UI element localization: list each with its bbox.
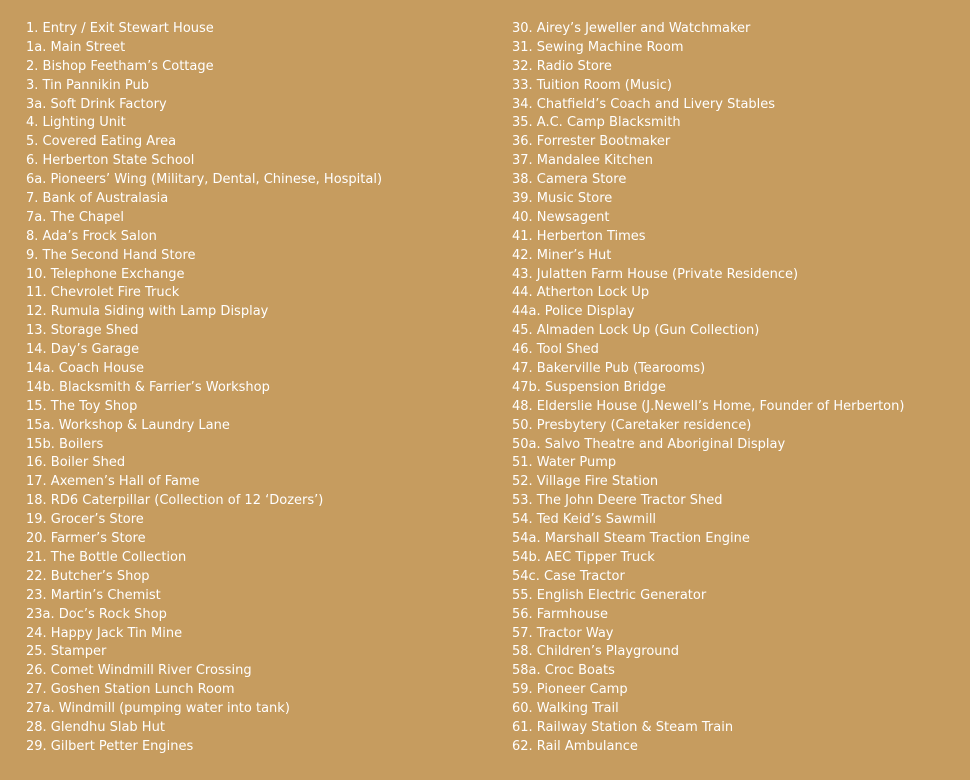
legend-item: 58. Children’s Playground — [512, 644, 680, 660]
legend-item: 23a. Doc’s Rock Shop — [26, 606, 167, 622]
legend-item: 23. Martin’s Chemist — [26, 587, 161, 603]
legend-item: 6. Herberton State School — [26, 153, 195, 169]
legend-item: 18. RD6 Caterpillar (Collection of 12 ‘Dozers’) — [26, 493, 324, 509]
legend-item: 16. Boiler Shed — [26, 455, 126, 471]
legend-item: 5. Covered Eating Area — [26, 134, 177, 150]
legend-item: 26. Comet Windmill River Crossing — [26, 663, 252, 679]
legend-item: 44. Atherton Lock Up — [512, 285, 650, 301]
legend-item: 15. The Toy Shop — [26, 398, 138, 414]
legend-item: 7. Bank of Australasia — [26, 191, 169, 207]
legend-item: 40. Newsagent — [512, 209, 610, 225]
legend-item: 9. The Second Hand Store — [26, 247, 196, 263]
legend-item: 57. Tractor Way — [512, 625, 614, 641]
legend-item: 1a. Main Street — [26, 39, 126, 55]
legend-item: 50. Presbytery (Caretaker residence) — [512, 417, 752, 433]
legend-item: 46. Tool Shed — [512, 342, 599, 358]
legend-item: 7a. The Chapel — [26, 209, 124, 225]
legend-item: 22. Butcher’s Shop — [26, 568, 150, 584]
legend-item: 52. Village Fire Station — [512, 474, 659, 490]
legend-item: 50a. Salvo Theatre and Aboriginal Display — [512, 436, 786, 452]
legend-item: 20. Farmer’s Store — [26, 531, 146, 547]
legend-item: 54. Ted Keid’s Sawmill — [512, 512, 657, 528]
legend-item: 14a. Coach House — [26, 361, 145, 377]
legend-item: 25. Stamper — [26, 644, 107, 660]
legend-item: 41. Herberton Times — [512, 228, 646, 244]
legend-item: 56. Farmhouse — [512, 606, 609, 622]
legend-item: 38. Camera Store — [512, 172, 627, 188]
legend-item: 36. Forrester Bootmaker — [512, 134, 671, 150]
legend-item: 32. Radio Store — [512, 58, 612, 74]
legend-item: 29. Gilbert Petter Engines — [26, 738, 194, 754]
legend-item: 42. Miner’s Hut — [512, 247, 612, 263]
legend-item: 28. Glendhu Slab Hut — [26, 719, 165, 735]
legend-item: 19. Grocer’s Store — [26, 512, 144, 528]
legend-item: 6a. Pioneers’ Wing (Military, Dental, Chinese, Hospital) — [26, 172, 383, 188]
legend-item: 8. Ada’s Frock Salon — [26, 228, 157, 244]
legend-item: 4. Lighting Unit — [26, 115, 126, 131]
legend-column-right — [512, 20, 904, 757]
legend-item: 54c. Case Tractor — [512, 568, 625, 584]
legend-item: 44a. Police Display — [512, 304, 635, 320]
legend-item: 27a. Windmill (pumping water into tank) — [26, 701, 290, 717]
legend-item: 45. Almaden Lock Up (Gun Collection) — [512, 323, 760, 339]
legend-item: 14. Day’s Garage — [26, 342, 140, 358]
legend-item: 39. Music Store — [512, 191, 613, 207]
legend-item: 15b. Boilers — [26, 436, 104, 452]
legend-item: 47b. Suspension Bridge — [512, 379, 666, 395]
legend-item: 21. The Bottle Collection — [26, 549, 187, 565]
legend-item: 37. Mandalee Kitchen — [512, 153, 654, 169]
legend-item: 3a. Soft Drink Factory — [26, 96, 167, 112]
legend-item: 35. A.C. Camp Blacksmith — [512, 115, 681, 131]
legend-item: 31. Sewing Machine Room — [512, 39, 684, 55]
legend-item: 34. Chatfield’s Coach and Livery Stables — [512, 96, 776, 112]
legend-item: 14b. Blacksmith & Farrier’s Workshop — [26, 379, 270, 395]
legend-item: 3. Tin Pannikin Pub — [26, 77, 149, 93]
legend-item: 59. Pioneer Camp — [512, 682, 628, 698]
legend-item: 43. Julatten Farm House (Private Residence) — [512, 266, 799, 282]
legend-item: 27. Goshen Station Lunch Room — [26, 682, 235, 698]
legend-item: 53. The John Deere Tractor Shed — [512, 493, 723, 509]
legend-item: 47. Bakerville Pub (Tearooms) — [512, 361, 706, 377]
legend-item: 55. English Electric Generator — [512, 587, 707, 603]
legend-item: 33. Tuition Room (Music) — [512, 77, 672, 93]
legend-item: 11. Chevrolet Fire Truck — [26, 285, 180, 301]
legend-item: 15a. Workshop & Laundry Lane — [26, 417, 230, 433]
legend-item: 30. Airey’s Jeweller and Watchmaker — [512, 21, 751, 36]
legend-item: 13. Storage Shed — [26, 323, 139, 339]
legend-item: 48. Elderslie House (J.Newell’s Home, Founder of Herberton) — [512, 398, 905, 414]
legend-item: 12. Rumula Siding with Lamp Display — [26, 304, 269, 320]
legend-item: 54b. AEC Tipper Truck — [512, 549, 655, 565]
legend-item: 62. Rail Ambulance — [512, 738, 638, 754]
legend-item: 51. Water Pump — [512, 455, 617, 471]
legend-column-left — [26, 20, 382, 757]
legend-item: 58a. Croc Boats — [512, 663, 615, 679]
legend-item: 60. Walking Trail — [512, 701, 619, 717]
legend-item: 2. Bishop Feetham’s Cottage — [26, 58, 214, 74]
legend-item: 10. Telephone Exchange — [26, 266, 185, 282]
legend-item: 24. Happy Jack Tin Mine — [26, 625, 183, 641]
legend-item: 17. Axemen’s Hall of Fame — [26, 474, 200, 490]
legend-item: 1. Entry / Exit Stewart House — [26, 21, 214, 36]
legend-item: 61. Railway Station & Steam Train — [512, 719, 734, 735]
legend-item: 54a. Marshall Steam Traction Engine — [512, 531, 750, 547]
